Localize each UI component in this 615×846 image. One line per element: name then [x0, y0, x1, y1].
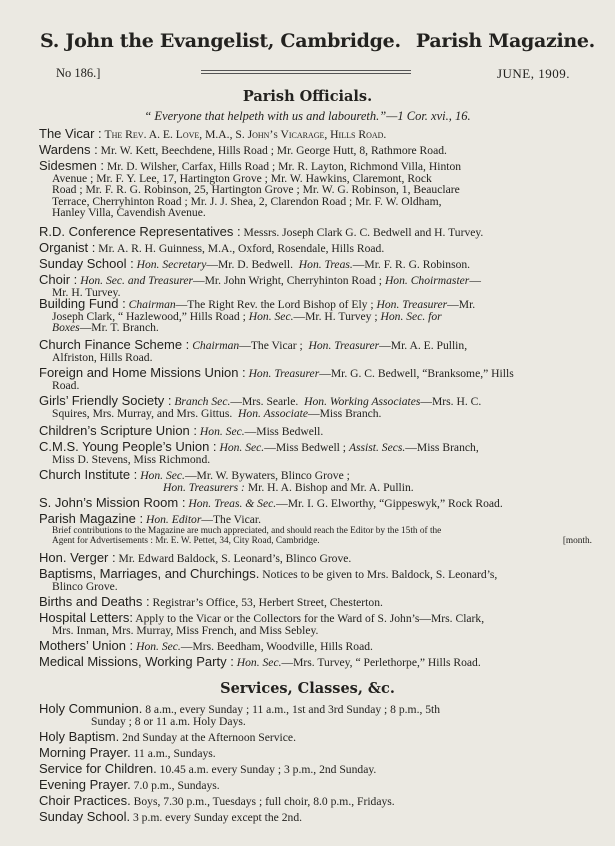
role: Hon. Treasurer — [248, 367, 320, 380]
entry-text: —Mr. D. Bedwell. — [206, 258, 293, 271]
entry-heading: Births and Deaths : — [39, 594, 150, 609]
service-holy-communion — [39, 703, 599, 727]
entry-girls-friendly — [39, 395, 592, 419]
role: Hon. Working Associates — [304, 395, 421, 408]
entry-line — [39, 322, 592, 334]
editorial-note: Brief contributions to the Magazine are much appreciated, and should reach the Editor by the 15th of the — [52, 525, 442, 536]
entry-heading: Organist : — [39, 240, 96, 255]
entry-text: —Mrs. Turvey, “ Perlethorpe,” Hills Road. — [281, 656, 481, 669]
editorial-note-continued: [month. — [562, 535, 592, 546]
entry-text: —Miss Branch, — [405, 441, 479, 454]
service-heading: Service for Children. — [39, 761, 157, 776]
entry-text: —Mr. John Wright, Cherryhinton Road ; — [193, 274, 383, 287]
service-heading: Morning Prayer. — [39, 745, 131, 760]
service-text: Boys, 7.30 p.m., Tuesdays ; full choir, 8.0 p.m., Fridays. — [130, 795, 395, 808]
entry-text: Road ; Mr. F. R. G. Robinson, 25, Hartington Grove ; Mr. W. G. Robinson, 1, Beauclare — [52, 183, 460, 196]
entry-verger — [39, 552, 592, 565]
entry-choir — [39, 274, 592, 298]
entry-sunday-school — [39, 258, 592, 271]
entry-foreign-home-missions — [39, 367, 592, 391]
entry-text: —Mr. I. G. Elworthy, “Gippeswyk,” Rock Road. — [276, 497, 503, 510]
entry-text: Terrace, Cherryhinton Road ; Mr. J. J. Shea, 2, Clarendon Road ; Mr. F. W. Oldham, — [52, 194, 442, 208]
entry-heading: S. John’s Mission Room : — [39, 495, 186, 510]
service-text: 3 p.m. every Sunday except the 2nd. — [130, 811, 303, 824]
entry-hospital-letters — [39, 612, 592, 636]
service-sunday-school — [39, 811, 599, 824]
entry-text: Mr. A. R. H. Guinness, M.A., Oxford, Rosendale, Hills Road. — [98, 242, 385, 255]
entry-rd-conference — [39, 226, 592, 239]
masthead-magazine-title: Parish Magazine. — [415, 30, 595, 52]
entry-mission-room — [39, 497, 592, 510]
entry-heading: Hon. Verger : — [39, 550, 116, 565]
entry-text: —The Right Rev. the Lord Bishop of Ely ; — [175, 298, 374, 311]
issue-number: No 186.] — [56, 66, 101, 80]
service-morning-prayer — [39, 747, 599, 760]
entry-organist — [39, 242, 592, 255]
entry-births-deaths — [39, 596, 592, 609]
entry-text: Hanley Villa, Cavendish Avenue. — [52, 206, 206, 219]
role: Hon. Choirmaster — [384, 274, 470, 287]
issue-line — [56, 66, 570, 82]
entry-heading: Medical Missions, Working Party : — [39, 654, 234, 669]
entry-text: Apply to the Vicar or the Collectors for the Ward of S. John’s—Mrs. Clark, — [132, 612, 485, 625]
entry-text: —Mr. — [447, 298, 476, 311]
entry-cms-young-peoples — [39, 441, 592, 465]
entry-sidesmen — [39, 160, 592, 219]
service-heading: Sunday School. — [39, 809, 131, 824]
role: Hon. Associate — [238, 406, 309, 420]
role: Boxes — [52, 321, 80, 334]
entry-text: Mrs. Inman, Mrs. Murray, Miss French, and Miss Sebley. — [52, 623, 319, 637]
service-text: 7.0 p.m., Sundays. — [130, 779, 220, 792]
role: Hon. Sec. — [140, 469, 185, 482]
entry-wardens — [39, 144, 592, 157]
role: Hon. Sec. and Treasurer — [80, 274, 194, 287]
entry-heading: C.M.S. Young People’s Union : — [39, 439, 217, 454]
entry-text: Avenue ; Mr. F. Y. Lee, 17, Hartington Grove ; Mr. W. Hawkins, Claremont, Rock — [52, 171, 432, 185]
role: Chairman — [128, 298, 176, 311]
section-title-officials: Parish Officials. — [242, 88, 373, 105]
role: Chairman — [192, 339, 240, 352]
entry-text: —Mr. H. Turvey ; — [293, 309, 378, 323]
role: Hon. Sec. — [199, 425, 245, 438]
entry-text: —Mr. G. C. Bedwell, “Branksome,” Hills — [319, 367, 514, 380]
service-choir-practices — [39, 795, 599, 808]
role: Hon. Editor — [145, 513, 202, 526]
scripture-quote: “ Everyone that helpeth with us and laboureth.”—1 Cor. xvi., 16. — [144, 109, 471, 123]
advertising-agent: Agent for Advertisements : Mr. E. W. Pettet, 34, City Road, Cambridge. — [52, 535, 320, 546]
role: Hon. Treasurers : — [163, 480, 245, 494]
entry-heading: Hospital Letters: — [39, 610, 133, 625]
entry-church-institute — [39, 469, 592, 493]
entry-text: —Miss Bedwell ; — [264, 441, 347, 454]
entry-heading: Wardens : — [39, 142, 98, 157]
entry-text: Road. — [52, 378, 80, 392]
entry-text: Messrs. Joseph Clark G. C. Bedwell and H. Turvey. — [243, 226, 484, 239]
entry-text: —Mr. T. Branch. — [79, 321, 159, 334]
service-for-children — [39, 763, 599, 776]
entry-text: Notices to be given to Mrs. Baldock, S. Leonard’s, — [259, 568, 498, 581]
service-heading: Choir Practices. — [39, 793, 131, 808]
entry-text: —Mr. A. E. Pullin, — [379, 339, 468, 352]
entry-heading: The Vicar : — [39, 126, 102, 141]
entry-building-fund — [39, 298, 592, 334]
entry-text: Miss D. Stevens, Miss Richmond. — [52, 452, 211, 466]
entry-text: —Mr. F. R. G. Robinson. — [352, 258, 471, 271]
entry-text: Mr. Edward Baldock, S. Leonard’s, Blinco Grove. — [118, 552, 352, 565]
masthead-title: S. John the Evangelist, Cambridge. — [40, 30, 401, 52]
entry-text: —The Vicar ; — [239, 339, 303, 352]
entry-text: Joseph Clark, “ Hazlewood,” Hills Road ; — [52, 309, 246, 323]
role: Hon. Sec. — [248, 309, 294, 323]
masthead — [40, 30, 595, 52]
entry-text: Registrar’s Office, 53, Herbert Street, Chesterton. — [152, 596, 383, 609]
entry-text: —Mrs. Searle. — [230, 395, 299, 408]
entry-text: Blinco Grove. — [52, 579, 118, 593]
role: Hon. Secretary — [136, 258, 207, 271]
entry-text: —Mrs. H. C. — [420, 395, 482, 408]
entry-heading: Girls’ Friendly Society : — [39, 393, 172, 408]
role: Hon. Sec. for — [380, 309, 442, 323]
divider — [201, 70, 411, 74]
section-title-services: Services, Classes, &c. — [220, 680, 395, 697]
role: Hon. Sec. — [136, 640, 181, 653]
role: Hon. Treasurer — [376, 298, 448, 311]
service-text: Sunday ; 8 or 11 a.m. Holy Days. — [91, 714, 246, 728]
entry-church-finance — [39, 339, 592, 363]
entry-vicar — [39, 128, 592, 141]
service-text: 2nd Sunday at the Afternoon Service. — [119, 731, 296, 744]
entry-line — [39, 408, 592, 420]
entry-text: —Mr. W. Bywaters, Blinco Grove ; — [184, 469, 350, 482]
entry-medical-missions — [39, 656, 592, 669]
role: Hon. Sec. — [236, 656, 282, 669]
role: Hon. Sec. — [219, 441, 265, 454]
entry-mothers-union — [39, 640, 592, 653]
entry-heading: Parish Magazine : — [39, 511, 144, 526]
service-text: 8 a.m., every Sunday ; 11 a.m., 1st and 3rd Sunday ; 8 p.m., 5th — [142, 703, 441, 716]
entry-heading: R.D. Conference Representatives : — [39, 224, 241, 239]
service-heading: Holy Communion. — [39, 701, 143, 716]
entry-heading: Sidesmen : — [39, 158, 105, 173]
role: Hon. Treas. & Sec. — [188, 497, 277, 510]
entry-text: The Rev. A. E. Love, M.A., S. John’s Vicarage, Hills Road. — [104, 128, 387, 141]
service-text: 10.45 a.m. every Sunday ; 3 p.m., 2nd Sunday. — [156, 763, 377, 776]
entry-text: Mr. D. Wilsher, Carfax, Hills Road ; Mr. R. Layton, Richmond Villa, Hinton — [106, 160, 462, 173]
entry-text: —Miss Bedwell. — [244, 425, 324, 438]
entry-heading: Choir : — [39, 272, 78, 287]
entry-heading: Mothers’ Union : — [39, 638, 134, 653]
entry-text: Mr. H. A. Bishop and Mr. A. Pullin. — [244, 480, 414, 494]
entry-line — [39, 536, 592, 546]
entry-text: Alfriston, Hills Road. — [52, 350, 153, 364]
role: Branch Sec. — [174, 395, 231, 408]
role: Assist. Secs. — [348, 441, 406, 454]
entry-heading: Baptisms, Marriages, and Churchings. — [39, 566, 260, 581]
entry-baptisms — [39, 568, 592, 592]
entry-text: — — [469, 274, 481, 287]
entry-heading: Children’s Scripture Union : — [39, 423, 197, 438]
service-text: 11 a.m., Sundays. — [130, 747, 216, 760]
role: Hon. Treasurer — [308, 339, 380, 352]
entry-text: —Miss Branch. — [308, 406, 382, 420]
entry-line — [39, 482, 592, 494]
service-heading: Holy Baptism. — [39, 729, 120, 744]
entry-text: Mr. H. Turvey. — [52, 285, 121, 299]
service-heading: Evening Prayer. — [39, 777, 131, 792]
role: Hon. Treas. — [298, 258, 353, 271]
entry-heading: Foreign and Home Missions Union : — [39, 365, 246, 380]
entry-heading: Building Fund : — [39, 296, 126, 311]
service-holy-baptism — [39, 731, 599, 744]
entry-heading: Church Institute : — [39, 467, 138, 482]
entry-text: Mr. W. Kett, Beechdene, Hills Road ; Mr. George Hutt, 8, Rathmore Road. — [100, 144, 447, 157]
entry-text: —Mrs. Beedham, Woodville, Hills Road. — [180, 640, 373, 653]
entry-heading: Sunday School : — [39, 256, 134, 271]
service-evening-prayer — [39, 779, 599, 792]
entry-heading: Church Finance Scheme : — [39, 337, 190, 352]
issue-date: JUNE, 1909. — [496, 66, 570, 81]
entry-text: Squires, Mrs. Murray, and Mrs. Gittus. — [52, 406, 233, 420]
entry-text: —The Vicar. — [201, 513, 261, 526]
entry-childrens-scripture — [39, 425, 592, 438]
entry-parish-magazine — [39, 513, 592, 546]
